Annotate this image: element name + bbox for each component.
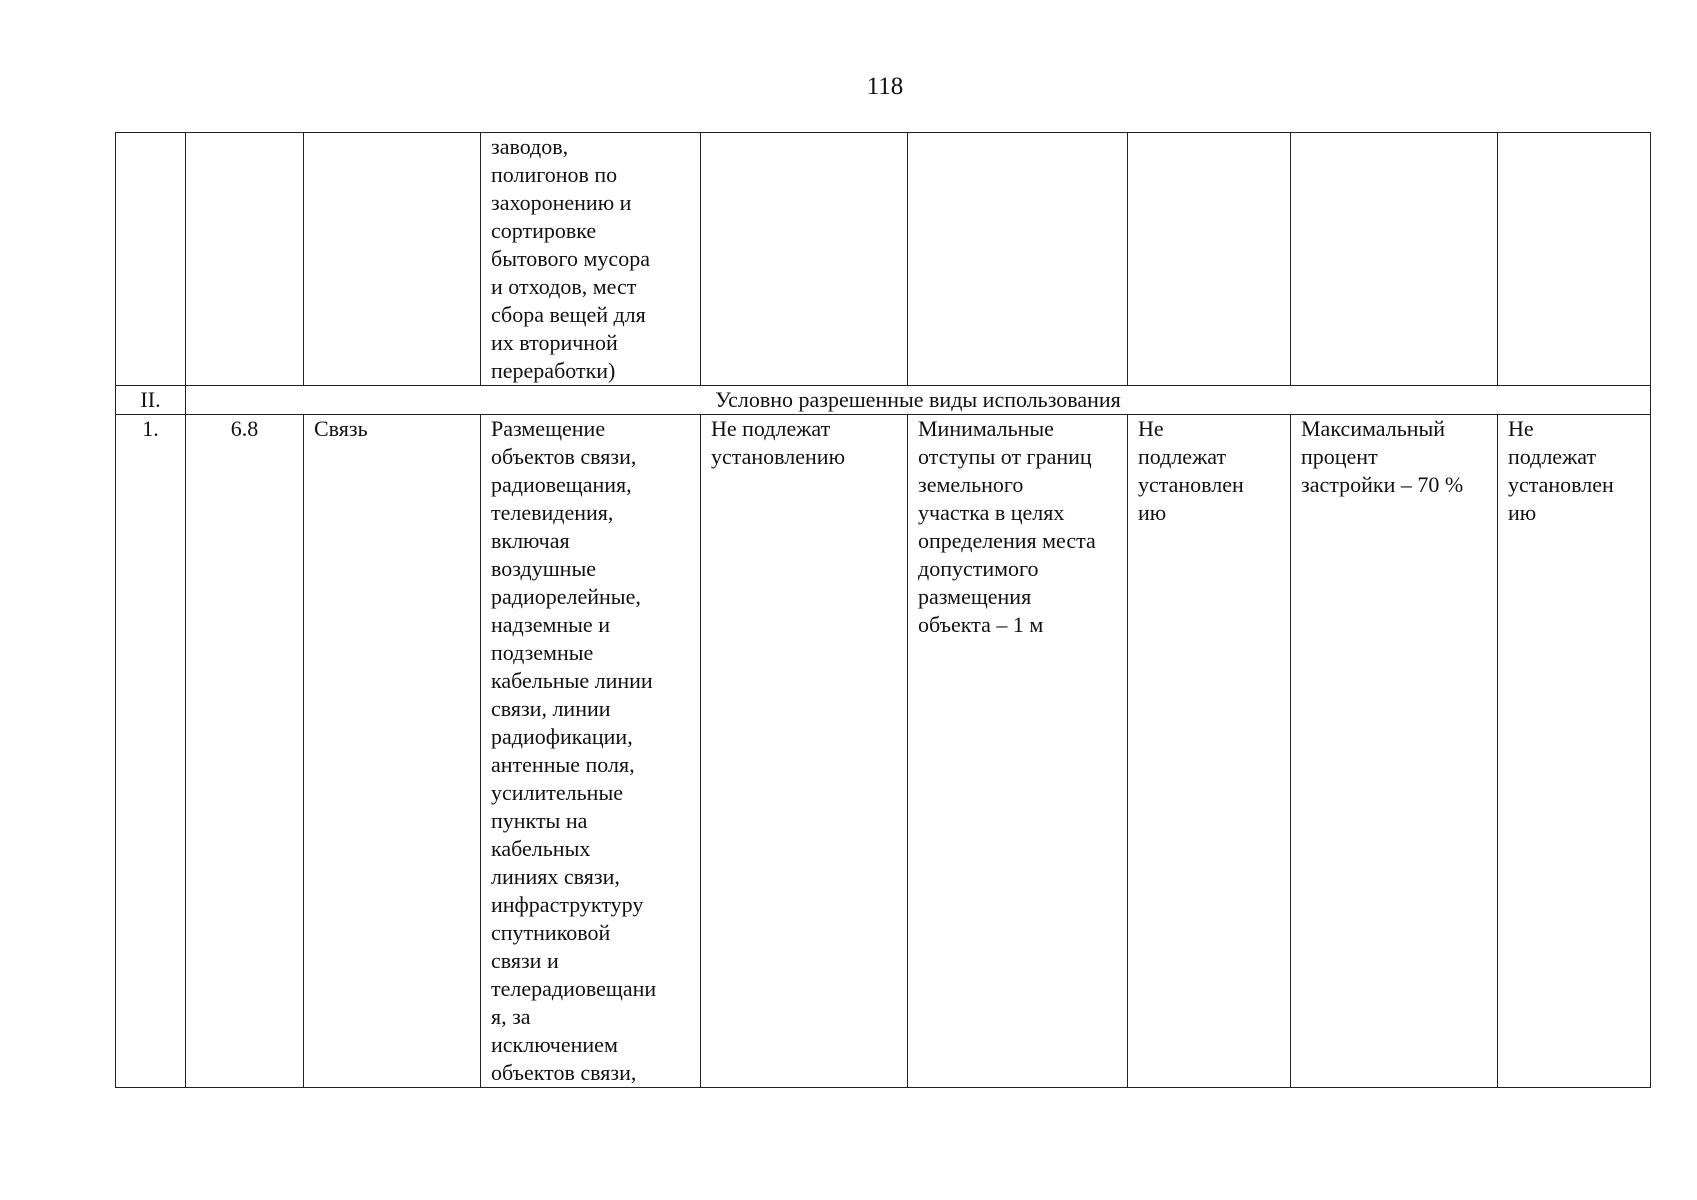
table-row-continuation bbox=[116, 133, 1651, 386]
page-number: 118 bbox=[866, 73, 904, 100]
cell-description: заводов, полигонов по захоронению и сортировке бытового мусора и отходов, мест сбора вещей для их вторичной переработки) bbox=[481, 133, 701, 386]
cell-param-2: Минимальные отступы от границ земельного участка в целях определения места допустимого размещения объекта – 1 м bbox=[908, 415, 1128, 1088]
cell-param-3 bbox=[1128, 133, 1291, 386]
cell-param-4: Максимальный процент застройки – 70 % bbox=[1291, 415, 1498, 1088]
section-title: Условно разрешенные виды использования bbox=[186, 386, 1651, 415]
section-number: II. bbox=[116, 386, 186, 415]
cell-param-4 bbox=[1291, 133, 1498, 386]
land-use-table bbox=[115, 132, 1651, 1088]
cell-name: Связь bbox=[304, 415, 481, 1088]
cell-param-5: Не подлежат установлен ию bbox=[1498, 415, 1651, 1088]
cell-code bbox=[186, 133, 304, 386]
cell-param-3: Не подлежат установлен ию bbox=[1128, 415, 1291, 1088]
cell-num: 1. bbox=[116, 415, 186, 1088]
table-row bbox=[116, 415, 1651, 1088]
cell-name bbox=[304, 133, 481, 386]
cell-param-2 bbox=[908, 133, 1128, 386]
section-row bbox=[116, 386, 1651, 415]
cell-description: Размещение объектов связи, радиовещания, телевидения, включая воздушные радиорелейные, надземные и подземные кабельные линии связи, линии радиофикации, антенные поля, усилительные пункты на кабельных линиях связи, инфраструктуру спутниковой связи и телерадиовещани я, за исключением объектов связи, bbox=[481, 415, 701, 1088]
cell-param-1 bbox=[701, 133, 908, 386]
cell-param-1: Не подлежат установлению bbox=[701, 415, 908, 1088]
cell-code: 6.8 bbox=[186, 415, 304, 1088]
cell-param-5 bbox=[1498, 133, 1651, 386]
cell-num bbox=[116, 133, 186, 386]
